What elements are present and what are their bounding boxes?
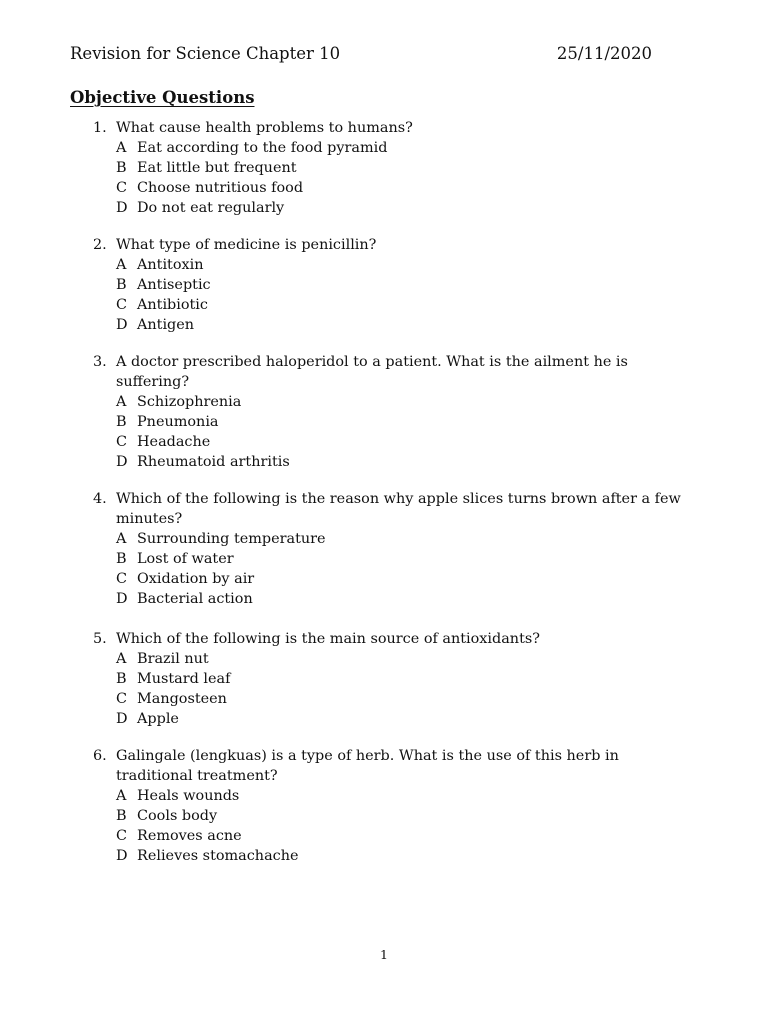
option-text: Removes acne [137,828,242,844]
answer-option-a [116,255,693,275]
question-number: 1. [93,120,107,136]
option-letter: B [116,671,127,687]
option-letter: C [116,691,128,707]
answer-option-c [116,432,693,452]
answer-option-c [116,295,693,315]
option-letter: C [116,828,128,844]
question-4 [93,489,693,609]
option-text: Bacterial action [137,591,253,607]
option-text: Apple [137,711,179,727]
option-letter: C [116,571,128,587]
question-1 [93,118,693,218]
answer-option-d [116,452,693,472]
option-text: Antibiotic [137,297,208,313]
option-letter: D [116,454,128,470]
option-text: Rheumatoid arthritis [137,454,290,470]
question-body [116,629,693,729]
option-letter: D [116,591,128,607]
option-text: Antitoxin [137,257,204,273]
answer-options [116,529,693,609]
option-text: Pneumonia [137,414,219,430]
option-text: Schizophrenia [137,394,242,410]
option-letter: A [116,651,127,667]
answer-option-b [116,669,693,689]
answer-option-d [116,846,693,866]
question-body [116,489,693,609]
option-text: Headache [137,434,211,450]
option-letter: B [116,277,127,293]
page-header [70,43,652,65]
question-number: 5. [93,631,107,647]
answer-options [116,255,693,335]
answer-option-c [116,178,693,198]
option-text: Eat little but frequent [137,160,297,176]
question-body [116,746,693,866]
answer-option-b [116,549,693,569]
option-letter: B [116,808,127,824]
answer-options [116,138,693,218]
option-text: Antiseptic [137,277,211,293]
option-letter: B [116,414,127,430]
option-letter: D [116,848,128,864]
question-list [93,118,693,866]
question-text: What cause health problems to humans? [116,120,413,136]
question-text: A doctor prescribed haloperidol to a patient. What is the ailment he is suffering? [116,354,628,390]
option-letter: A [116,140,127,156]
question-number: 3. [93,354,107,370]
question-number: 6. [93,748,107,764]
answer-option-a [116,529,693,549]
answer-option-d [116,709,693,729]
option-text: Brazil nut [137,651,209,667]
answer-options [116,649,693,729]
option-text: Choose nutritious food [137,180,304,196]
answer-option-c [116,569,693,589]
answer-option-d [116,589,693,609]
question-text: What type of medicine is penicillin? [116,237,377,253]
answer-option-a [116,786,693,806]
option-text: Mustard leaf [137,671,231,687]
option-text: Heals wounds [137,788,240,804]
answer-option-c [116,826,693,846]
option-letter: A [116,788,127,804]
option-text: Surrounding temperature [137,531,326,547]
answer-option-c [116,689,693,709]
question-text: Which of the following is the main source of antioxidants? [116,631,540,647]
question-5 [93,629,693,729]
option-text: Relieves stomachache [137,848,299,864]
question-3 [93,352,693,472]
question-6 [93,746,693,866]
answer-option-d [116,198,693,218]
option-text: Mangosteen [137,691,227,707]
question-text: Which of the following is the reason why apple slices turns brown after a few minutes? [116,491,681,527]
option-letter: D [116,200,128,216]
option-letter: C [116,434,128,450]
option-text: Oxidation by air [137,571,255,587]
page-number: 1 [380,947,388,962]
answer-option-b [116,806,693,826]
answer-option-a [116,392,693,412]
answer-options [116,392,693,472]
answer-option-b [116,158,693,178]
answer-option-b [116,275,693,295]
option-letter: C [116,180,128,196]
option-text: Antigen [137,317,195,333]
question-body [116,235,693,335]
document-date: 25/11/2020 [556,44,652,63]
option-text: Cools body [137,808,218,824]
answer-options [116,786,693,866]
option-text: Do not eat regularly [137,200,285,216]
question-text: Galingale (lengkuas) is a type of herb. What is the use of this herb in traditional treatment? [116,748,619,784]
question-body [116,352,693,472]
document-title: Revision for Science Chapter 10 [70,44,341,63]
question-number: 4. [93,491,107,507]
option-letter: B [116,160,127,176]
option-letter: A [116,394,127,410]
option-letter: B [116,551,127,567]
answer-option-a [116,138,693,158]
option-letter: C [116,297,128,313]
option-letter: A [116,257,127,273]
answer-option-d [116,315,693,335]
question-2 [93,235,693,335]
option-letter: D [116,711,128,727]
answer-option-b [116,412,693,432]
question-body [116,118,693,218]
option-text: Lost of water [137,551,234,567]
option-letter: A [116,531,127,547]
section-heading: Objective Questions [70,88,255,107]
question-number: 2. [93,237,107,253]
option-letter: D [116,317,128,333]
option-text: Eat according to the food pyramid [137,140,388,156]
answer-option-a [116,649,693,669]
